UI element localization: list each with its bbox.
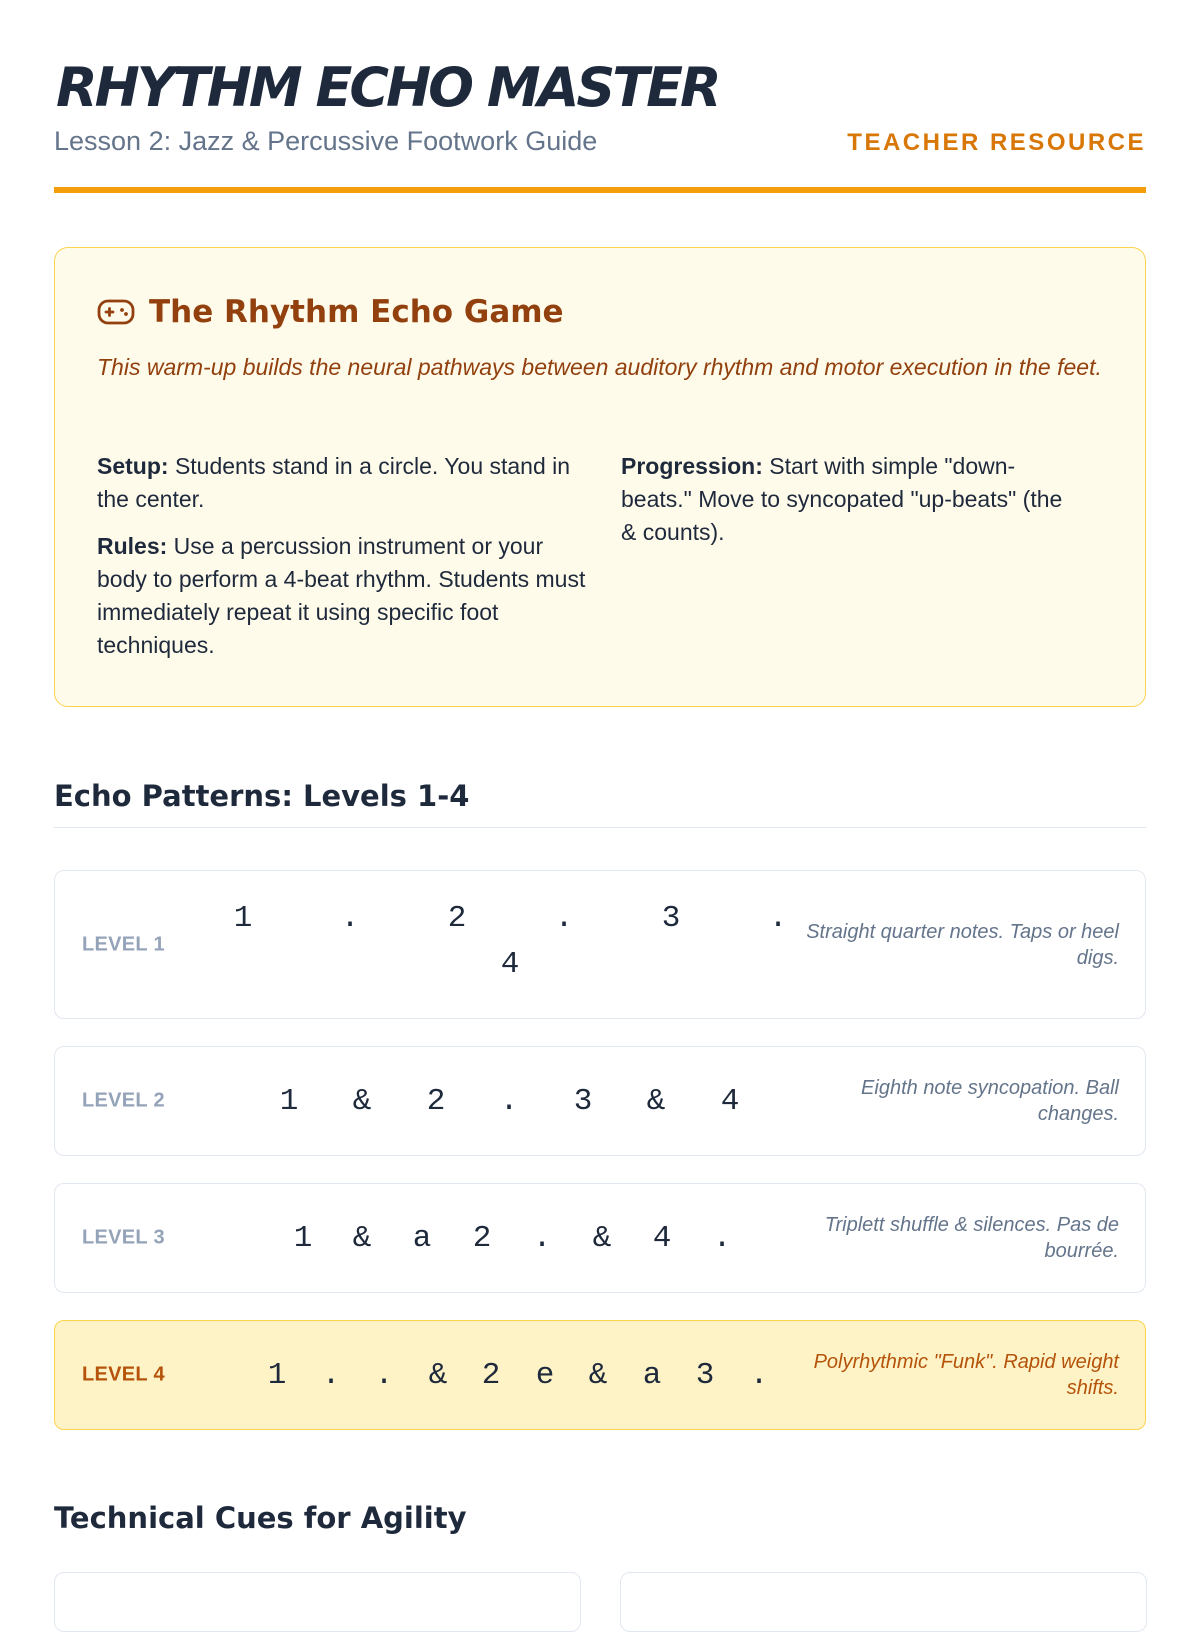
level-card-3 [54,1183,1146,1293]
rules-text: Use a percussion instrument or your body to perform a 4-beat rhythm. Students must immediately repeat it using specific foot techniques. [97,533,586,658]
beat-count: a [412,1221,432,1256]
beat-count: 3 [695,1358,715,1393]
beat-count: 1 [279,1084,299,1119]
cue-card [54,1572,581,1632]
level-description: Triplett shuffle & silences. Pas de bourrée. [824,1214,1119,1262]
beat-count: 2 [481,1358,501,1393]
setup-label: Setup: [97,453,169,479]
cue-card [620,1572,1147,1632]
game-title-row [97,292,564,332]
beat-count: 2 [426,1084,446,1119]
level-description: Polyrhythmic "Funk". Rapid weight shifts. [813,1351,1119,1399]
beat-count: 4 [500,947,520,982]
level-card-2 [54,1046,1146,1156]
beat-count: & [592,1221,612,1256]
beat-count: 1 [233,901,253,936]
beat-count: 3 [661,901,681,936]
beat-count: . [499,1084,519,1119]
beat-count: & [428,1358,448,1393]
gamepad-icon [97,297,135,327]
level-label: LEVEL 3 [82,1226,165,1249]
beat-count: e [535,1358,555,1393]
echo-patterns-heading: Echo Patterns: Levels 1-4 [54,779,470,813]
beat-count: & [352,1084,372,1119]
game-intro: This warm-up builds the neural pathways between auditory rhythm and motor execution in the feet. [97,354,1102,380]
beat-count: . [532,1221,552,1256]
beat-count: 4 [652,1221,672,1256]
page-header [54,0,1146,193]
technical-cues-heading: Technical Cues for Agility [54,1501,467,1535]
beat-count: . [321,1358,341,1393]
level-label: LEVEL 1 [82,933,165,955]
beat-count: 4 [720,1084,740,1119]
beat-count: 1 [267,1358,287,1393]
beat-count: . [749,1358,769,1393]
setup-paragraph [97,450,587,516]
beat-count: & [588,1358,608,1393]
beat-count: a [642,1358,662,1393]
level-card-1 [54,870,1146,1019]
progression-text: Start with simple "down-beats." Move to syncopated "up-beats" (the & counts). [621,453,1063,545]
progression-paragraph [621,450,1071,549]
progression-label: Progression: [621,453,763,479]
beat-count: . [554,901,574,936]
beat-count: & [646,1084,666,1119]
beat-count: 2 [472,1221,492,1256]
level-description: Eighth note syncopation. Ball changes. [861,1077,1119,1125]
beat-count: & [352,1221,372,1256]
beat-count: . [340,901,360,936]
page-title: RHYTHM ECHO MASTER [56,56,719,119]
game-card [54,247,1146,707]
game-column-right [621,450,1071,563]
beat-count: . [768,901,788,936]
beat-count: . [374,1358,394,1393]
resource-badge: TEACHER RESOURCE [847,129,1146,156]
level-label: LEVEL 4 [82,1363,165,1386]
beat-count: 3 [573,1084,593,1119]
level-card-4 [54,1320,1146,1430]
section-divider [54,827,1146,828]
beat-count: . [712,1221,732,1256]
level-label: LEVEL 2 [82,1089,165,1112]
rules-label: Rules: [97,533,168,559]
rules-paragraph [97,530,587,662]
beat-count: 1 [293,1221,313,1256]
level-description: Straight quarter notes. Taps or heel digs. [806,920,1119,969]
setup-text: Students stand in a circle. You stand in the center. [97,453,571,512]
page-subtitle: Lesson 2: Jazz & Percussive Footwork Guide [54,126,598,156]
game-column-left [97,450,587,676]
beat-count: 2 [447,901,467,936]
game-title: The Rhythm Echo Game [149,294,564,330]
